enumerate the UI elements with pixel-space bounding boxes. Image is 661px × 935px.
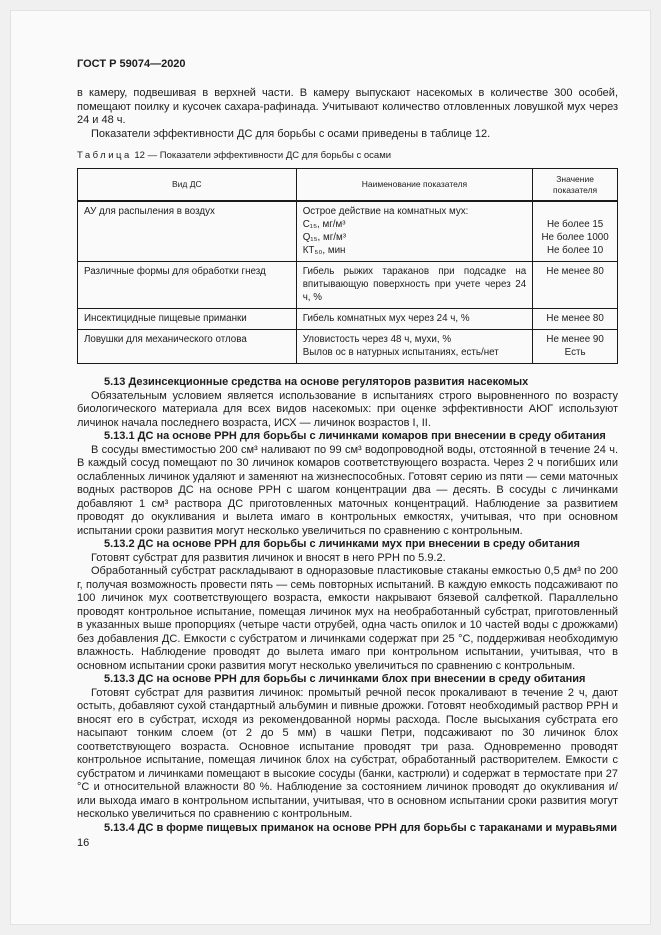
body-paragraph: В сосуды вместимостью 200 см³ наливают по 99 см³ водопроводной воды, отстоянной в течение 24 ч. В каждый сосуд помещают по 30 личинок комаров соответствующего возраста. Через 2 ч погибших или ослабленных личинок удаляют и заменяют на жизнеспособных. Готовят серию из пяти — семи маточных водных растворов ДС на основе РРН с шагом концентрации два — десять. В сосуды с личинками добавляют 1 см³ раствора ДС приготовленных маточных концентраций. Наблюдение за развитием проводят до окукливания и вылета имаго в контрольных емкостях, учитывая, что при основном испытании сроки развития могут несколько увеличиться по сравнению с контрольным.: [77, 443, 618, 537]
cell-value: Не менее 80: [533, 309, 618, 330]
table-row: [78, 309, 618, 330]
table-row: [78, 201, 618, 262]
table-caption-title: 12 — Показатели эффективности ДС для борьбы с осами: [134, 150, 392, 161]
table-row: [78, 262, 618, 309]
section-heading: 5.13 Дезинсекционные средства на основе регуляторов развития насекомых: [104, 376, 529, 388]
body-paragraph: Обязательным условием является использование в испытаниях строго выровненного по возрасту биологического материала для всех видов насекомых: при оценке эффективности АЮГ используют личинок начала последнего возраста, ИСХ — личинок возрастов I, II.: [77, 389, 618, 429]
body-paragraph: в камеру, подвешивая в верхней части. В камеру выпускают насекомых в количестве 300 особей, помещают поилку и кусочек сахара-рафинада. Учитывают количество отловленных ловушкой мух через 24 и 48 ч.: [77, 87, 618, 126]
indicator-line: Острое действие на комнатных мух:: [302, 206, 469, 217]
section-heading: 5.13.3 ДС на основе РРН для борьбы с личинками блох при внесении в среду обитания: [104, 673, 586, 685]
value-line: Есть: [564, 347, 586, 358]
indicator-line: Вылов ос в натурных испытаниях, есть/нет: [302, 347, 499, 358]
running-header: ГОСТ Р 59074—2020: [77, 58, 186, 70]
column-header-kind: Вид ДС: [78, 169, 297, 202]
section-5-13-1: [77, 430, 618, 538]
table-caption-word: Таблица: [77, 150, 132, 161]
column-header-indicator: Наименование показателя: [296, 169, 533, 202]
indicator-line: С₁₅, мг/м³: [302, 219, 346, 230]
cell-kind: АУ для распыления в воздух: [78, 201, 297, 262]
indicator-line: КТ₅₀, мин: [302, 245, 346, 256]
indicator-line: Уловистость через 48 ч, мухи, %: [302, 334, 452, 345]
document-page: [10, 10, 651, 925]
value-line: Не более 1000: [541, 232, 609, 243]
cell-indicator: [296, 330, 533, 364]
value-line: [535, 205, 615, 218]
body-paragraph: Показатели эффективности ДС для борьбы с осами приведены в таблице 12.: [91, 127, 491, 140]
column-header-value: Значение показателя: [533, 169, 618, 202]
value-line: Не более 15: [546, 219, 604, 230]
indicator-line: Q₁₅, мг/м³: [302, 232, 347, 243]
value-line: Не более 10: [546, 245, 604, 256]
section-heading: 5.13.4 ДС в форме пищевых приманок на основе РРН для борьбы с тараканами и муравьями: [104, 821, 618, 834]
cell-value: [533, 330, 618, 364]
cell-value: [533, 201, 618, 262]
section-heading: 5.13.1 ДС на основе РРН для борьбы с личинками комаров при внесении в среду обитания: [104, 430, 606, 442]
cell-kind: Различные формы для обработки гнезд: [78, 262, 297, 309]
effectiveness-table: [77, 168, 618, 364]
body-paragraph: Готовят субстрат для развития личинок: промытый речной песок прокаливают в течение 2 ч, дают остыть, добавляют сухой стандартный альбумин и пивные дрожжи. Готовят необходимый раствор РРН и вносят его в субстрат, исходя из рекомендованной нормы расхода. После высыхания субстрата его насыпают тонким слоем (от 2 до 5 мм) в чашки Петри, подсаживают по 30 личинок блох соответствующего возраста. Основное испытание проводят три раза. Одновременно проводят контрольное испытание, помещая личинок блох на субстрат, обработанный растворителем. Емкости с субстратом и личинками помещают в высокие сосуды (банки, кастрюли) и содержат в термостате при 27 °С и относительной влажности 80 %. Наблюдение за состоянием личинок проводят до окукливания и/или выхода имаго в контрольном испытании, учитывая, что в основном испытании сроки развития могут несколько увеличиться по сравнению с контрольным.: [77, 686, 618, 820]
cell-indicator: [296, 201, 533, 262]
section-5-13-4: [77, 822, 618, 836]
value-line: Не менее 90: [546, 334, 604, 345]
cell-kind: Инсектицидные пищевые приманки: [78, 309, 297, 330]
table-caption: [77, 150, 618, 162]
section-5-13-2: [77, 538, 618, 673]
body-paragraph: Обработанный субстрат раскладывают в одноразовые пластиковые стаканы емкостью 0,5 дм³ по 200 г, получая возможность провести пять — семь повторных испытаний. В каждую емкость подсаживают по 100 личинок мух соответствующего возраста, емкости накрывают бязевой салфеткой. Параллельно проводят контрольное испытание, помещая личинок мух на необработанный субстрат, приготовленный в указанных выше пропорциях (четыре части отрубей, одна часть опилок и 10 частей воды с дрожжами) без добавления ДС. Емкости с субстратом и личинками содержат при 25 °С, поддерживая необходимую влажность. Наблюдение проводят до вылета имаго при контрольном испытании, учитывая, что в основном испытании сроки развития могут несколько увеличиться по сравнению с контрольным.: [77, 565, 618, 672]
section-5-13-3: [77, 673, 618, 822]
page-number: 16: [77, 837, 90, 849]
table-header-row: [78, 169, 618, 202]
cell-kind: Ловушки для механического отлова: [78, 330, 297, 364]
body-paragraph: Готовят субстрат для развития личинок и вносят в него РРН по 5.9.2.: [91, 551, 446, 564]
section-heading: 5.13.2 ДС на основе РРН для борьбы с личинками мух при внесении в среду обитания: [104, 538, 580, 550]
cell-indicator: Гибель комнатных мух через 24 ч, %: [296, 309, 533, 330]
table-row: [78, 330, 618, 364]
document-body: [77, 87, 618, 850]
cell-indicator: Гибель рыжих тараканов при подсадке на впитывающую поверхность при учете через 24 ч, %: [296, 262, 533, 309]
section-5-13: [77, 376, 618, 430]
cell-value: Не менее 80: [533, 262, 618, 309]
